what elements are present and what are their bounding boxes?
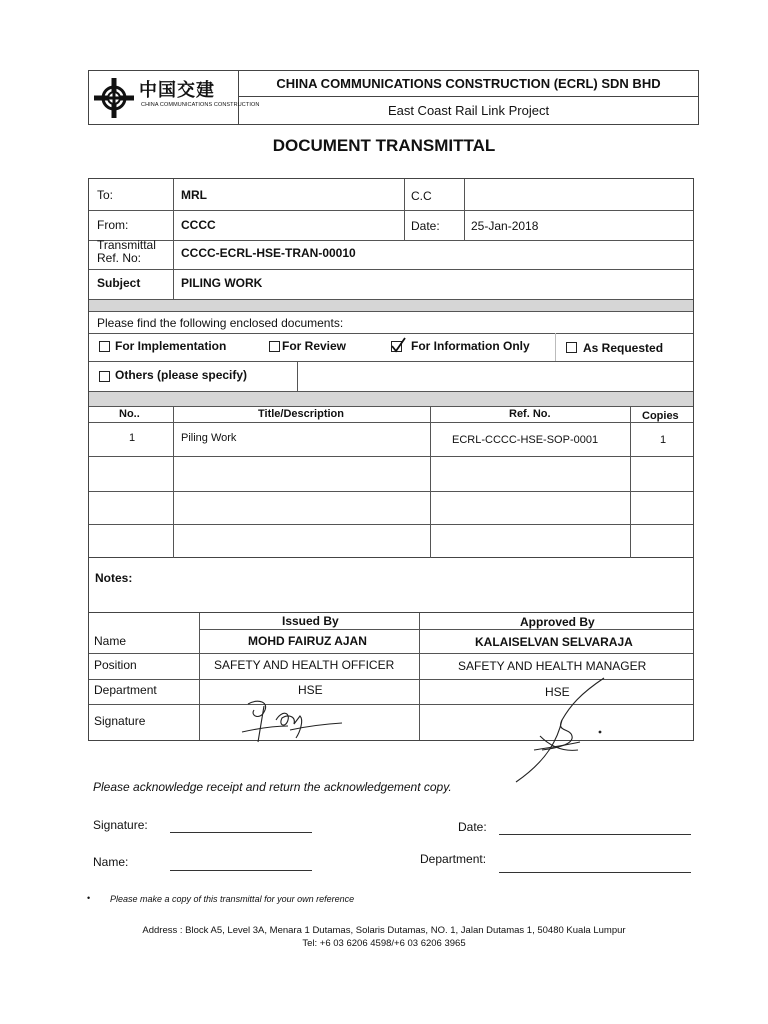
issued-by-header: Issued By: [282, 614, 339, 628]
option-divider: [555, 333, 556, 361]
ack-department-label: Department:: [420, 852, 487, 866]
cc-label: C.C: [411, 189, 432, 203]
row-divider: [89, 210, 693, 211]
row-divider: [89, 653, 693, 654]
column-divider: [630, 406, 631, 558]
row-divider: [89, 524, 693, 525]
ack-signature-label: Signature:: [93, 818, 148, 832]
checkbox-as-requested[interactable]: [566, 342, 577, 353]
section-separator: [89, 392, 693, 406]
transmittal-ref-label-2: Ref. No:: [97, 251, 142, 265]
row-divider: [89, 311, 693, 312]
row-divider: [89, 361, 693, 362]
column-header-no: No..: [119, 408, 140, 420]
issued-position: SAFETY AND HEALTH OFFICER: [214, 658, 395, 672]
column-header-title: Title/Description: [258, 408, 344, 420]
table-row-no: 1: [129, 432, 136, 444]
row-divider: [89, 269, 693, 270]
column-header-copies: Copies: [642, 410, 679, 422]
column-divider: [173, 179, 174, 299]
approved-name: KALAISELVAN SELVARAJA: [475, 635, 633, 649]
option-others-label: Others (please specify): [115, 368, 248, 382]
column-divider: [173, 406, 174, 558]
company-address: Address : Block A5, Level 3A, Menara 1 Dutamas, Solaris Dutamas, NO. 1, Jalan Dutamas 1, 50480 Kuala Lumpur: [142, 925, 626, 936]
logo-chinese-text: 中国交建: [139, 80, 215, 101]
checkbox-for-review[interactable]: [269, 341, 280, 352]
table-row-ref: ECRL-CCCC-HSE-SOP-0001: [452, 434, 599, 446]
document-title: DOCUMENT TRANSMITTAL: [272, 136, 496, 155]
option-for-review-label: For Review: [282, 339, 347, 353]
company-name: CHINA COMMUNICATIONS CONSTRUCTION (ECRL) SDN BHD: [239, 71, 698, 97]
company-emblem-icon: [93, 77, 135, 119]
bullet-icon: •: [87, 893, 91, 903]
letterhead: [88, 70, 699, 125]
ack-signature-line[interactable]: [170, 832, 312, 833]
row-divider: [89, 491, 693, 492]
approved-department: HSE: [545, 685, 570, 699]
option-as-requested-label: As Requested: [583, 341, 664, 355]
transmittal-ref-value: CCCC-ECRL-HSE-TRAN-00010: [181, 246, 356, 260]
table-row-title: Piling Work: [181, 432, 237, 444]
to-value: MRL: [181, 188, 207, 202]
logo-english-text: CHINA COMMUNICATIONS CONSTRUCTION: [141, 102, 260, 108]
option-for-information-only-label: For Information Only: [411, 339, 530, 353]
column-divider: [419, 613, 420, 740]
row-divider: [89, 422, 693, 423]
row-divider: [89, 333, 693, 334]
issued-name: MOHD FAIRUZ AJAN: [248, 634, 367, 648]
column-divider: [430, 406, 431, 558]
option-for-implementation-label: For Implementation: [115, 339, 227, 353]
copy-note: Please make a copy of this transmittal for your own reference: [110, 894, 355, 904]
column-divider: [199, 613, 200, 740]
column-divider: [404, 179, 405, 240]
checkbox-for-implementation[interactable]: [99, 341, 110, 352]
issued-department: HSE: [298, 683, 323, 697]
notes-label: Notes:: [95, 571, 133, 585]
name-label: Name: [94, 634, 127, 648]
signature-label: Signature: [94, 714, 146, 728]
subject-label: Subject: [97, 276, 141, 290]
acknowledge-instruction: Please acknowledge receipt and return the acknowledgement copy.: [93, 780, 452, 794]
approver-signature: [500, 676, 620, 792]
ack-department-line[interactable]: [499, 872, 691, 873]
notes-border-left: [88, 558, 89, 614]
issuer-signature: [230, 690, 350, 750]
column-divider: [297, 361, 298, 391]
checkbox-others[interactable]: [99, 371, 110, 382]
department-label: Department: [94, 683, 157, 697]
approved-by-header: Approved By: [520, 615, 595, 629]
ack-name-label: Name:: [93, 855, 129, 869]
enclosed-documents-text: Please find the following enclosed documents:: [97, 316, 344, 330]
row-divider: [89, 456, 693, 457]
row-divider: [89, 240, 693, 241]
approved-position: SAFETY AND HEALTH MANAGER: [458, 659, 647, 673]
row-divider: [199, 629, 693, 630]
ack-date-label: Date:: [458, 820, 487, 834]
column-divider: [464, 179, 465, 240]
notes-border-right: [693, 558, 694, 614]
transmittal-ref-label: Transmittal: [97, 238, 156, 252]
date-label: Date:: [411, 219, 440, 233]
from-value: CCCC: [181, 218, 216, 232]
from-label: From:: [97, 218, 129, 232]
project-name: East Coast Rail Link Project: [387, 103, 550, 118]
subject-value: PILING WORK: [181, 276, 263, 290]
to-label: To:: [97, 188, 114, 202]
position-label: Position: [94, 658, 137, 672]
date-value: 25-Jan-2018: [471, 219, 539, 233]
company-telephone: Tel: +6 03 6206 4598/+6 03 6206 3965: [302, 938, 466, 949]
row-divider: [89, 406, 693, 407]
ack-date-line[interactable]: [499, 834, 691, 835]
section-separator: [89, 300, 693, 311]
company-logo: [89, 71, 260, 124]
ack-name-line[interactable]: [170, 870, 312, 871]
checkmark-icon: [389, 336, 407, 354]
column-header-ref-no: Ref. No.: [509, 408, 551, 420]
transmittal-form: [88, 178, 694, 558]
table-row-copies: 1: [660, 434, 667, 446]
